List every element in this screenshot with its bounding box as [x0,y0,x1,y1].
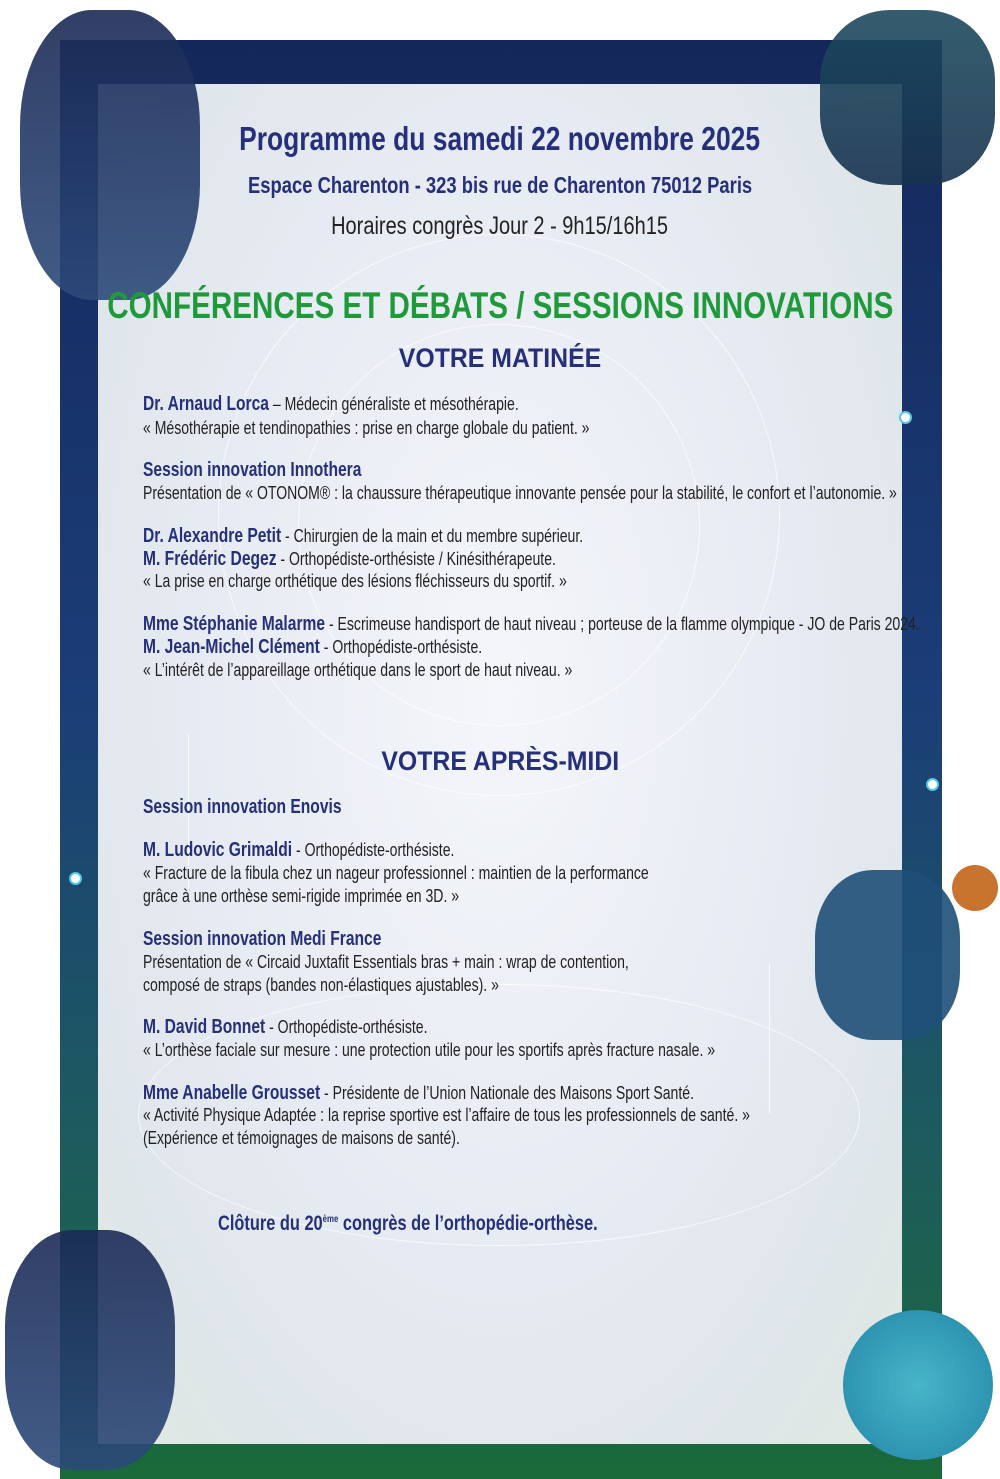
line-text: Présentation de « OTONOM® : la chaussure thérapeutique innovante pensée pour la stabilité, le confort et l’autonomie. » [143,483,897,503]
line-text: grâce à une orthèse semi-rigide imprimée en 3D. » [143,886,460,906]
program-line [143,613,920,636]
program-line [143,1105,750,1126]
program-line [143,571,567,592]
line-text: - Chirurgien de la main et du membre supérieur. [281,526,584,546]
program-line [143,548,556,571]
speaker-name: Mme Stéphanie Malarme [143,613,326,635]
decor-dot [69,872,82,885]
tennis-player-illustration [5,1230,175,1470]
speaker-name: Session innovation Medi France [143,928,382,950]
afternoon-heading: VOTRE APRÈS-MIDI [381,746,619,776]
program-line [143,636,482,659]
line-text: - Orthopédiste-orthésiste. [292,840,455,860]
program-line [143,952,629,973]
decor-line [769,964,770,1114]
wheelchair-basketball-illustration [815,870,960,1040]
program-line [143,1016,428,1039]
speaker-name: Mme Anabelle Grousset [143,1082,321,1104]
basketball-icon [952,865,998,911]
hours: Horaires congrès Jour 2 - 9h15/16h15 [331,212,669,240]
program-line [143,839,454,862]
line-text: « Activité Physique Adaptée : la reprise sportive est l’affaire de tous les professionnels de santé. » [143,1105,750,1125]
line-text: « Fracture de la fibula chez un nageur professionnel : maintien de la performance [143,863,649,883]
line-text: - Orthopédiste-orthésiste. [265,1017,428,1037]
program-line [143,525,583,548]
program-line [143,660,572,681]
speaker-name: Session innovation Innothera [143,459,362,481]
line-text: composé de straps (bandes non-élastiques ajustables). » [143,975,499,995]
speaker-name: M. Jean-Michel Clément [143,636,320,658]
program-line [143,459,361,482]
closing-text: Clôture du 20ème congrès de l’orthopédie-orthèse. [218,1212,598,1235]
speaker-name: M. Frédéric Degez [143,548,277,570]
morning-heading: VOTRE MATINÉE [398,343,602,373]
program-line [143,1040,715,1061]
program-line [143,418,589,439]
decor-dot [926,778,939,791]
line-text: « L’intérêt de l’appareillage orthétique dans le sport de haut niveau. » [143,660,573,680]
line-text: - Escrimeuse handisport de haut niveau ; porteuse de la flamme olympique - JO de Paris 2024. [325,614,920,634]
line-text: - Orthopédiste-orthésiste / Kinésithérapeute. [276,549,556,569]
venue: Espace Charenton - 323 bis rue de Charenton 75012 Paris [247,172,753,198]
line-text: « La prise en charge orthétique des lésions fléchisseurs du sportif. » [143,571,567,591]
speaker-name: Dr. Arnaud Lorca [143,393,269,415]
program-line [143,796,342,819]
program-line [143,975,499,996]
speaker-name: M. Ludovic Grimaldi [143,839,293,861]
program-line [143,483,897,504]
program-line [143,928,381,951]
line-text: - Orthopédiste-orthésiste. [319,637,483,657]
line-text: « L’orthèse faciale sur mesure : une protection utile pour les sportifs après fracture nasale. » [143,1040,716,1060]
page-title: Programme du samedi 22 novembre 2025 [239,120,761,157]
program-line [143,393,519,416]
speaker-name: Dr. Alexandre Petit [143,525,282,547]
program-line [143,863,649,884]
speaker-name: Session innovation Enovis [143,796,342,818]
program-line [143,886,459,907]
line-text: (Expérience et témoignages de maisons de santé). [143,1128,460,1148]
line-text: – Médecin généraliste et mésothérapie. [268,394,519,414]
line-text: Présentation de « Circaid Juxtafit Essentials bras + main : wrap de contention, [143,952,629,972]
program-line [143,1082,694,1105]
decor-dot [899,411,912,424]
program-line [143,1128,460,1149]
swimmer-illustration [843,1310,993,1460]
line-text: - Présidente de l’Union Nationale des Maisons Sport Santé. [320,1083,694,1103]
runner-illustration [820,10,995,185]
banner-heading: CONFÉRENCES ET DÉBATS / SESSIONS INNOVATIONS [106,285,894,326]
line-text: « Mésothérapie et tendinopathies : prise en charge globale du patient. » [143,418,590,438]
speaker-name: M. David Bonnet [143,1016,266,1038]
